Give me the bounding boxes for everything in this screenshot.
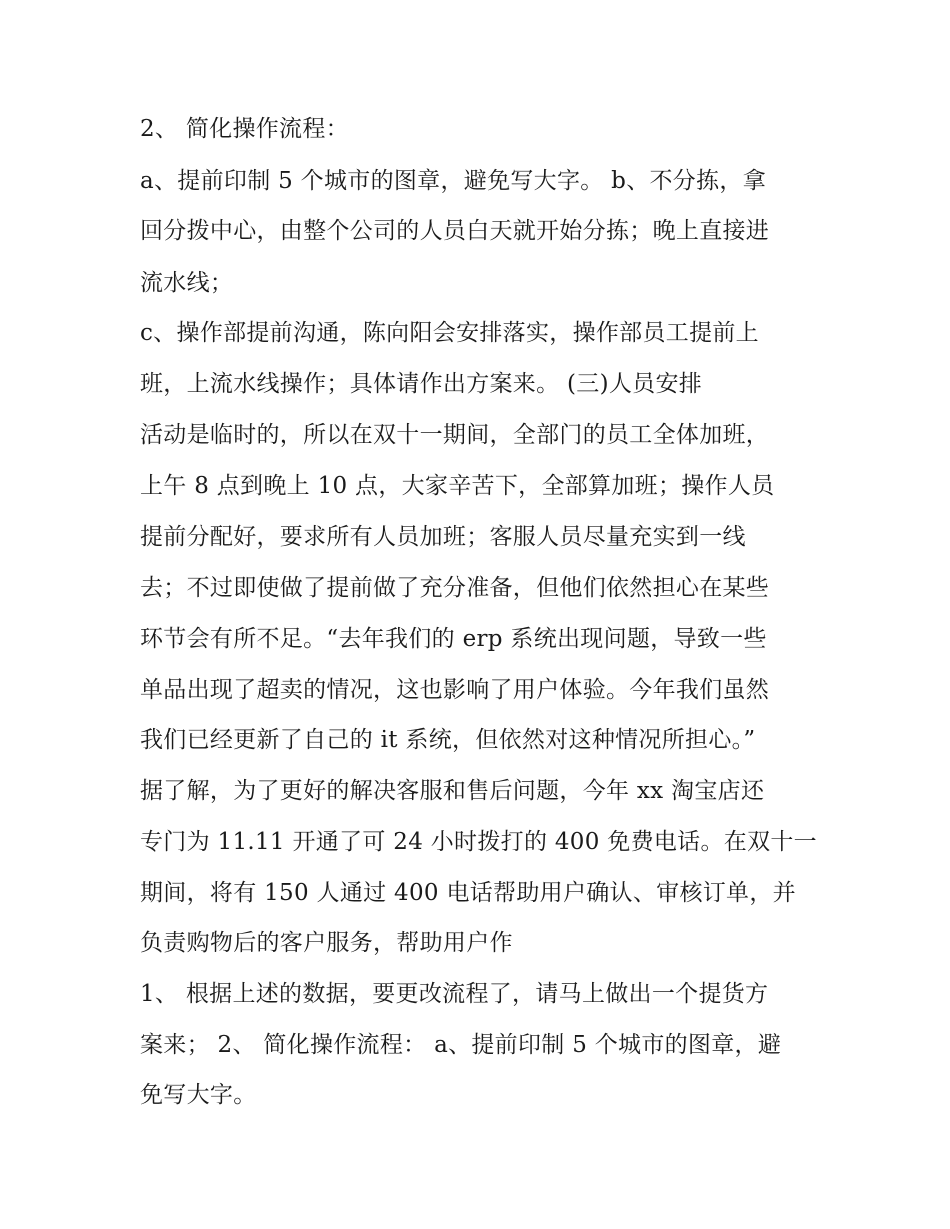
text-line: 活动是临时的，所以在双十一期间，全部门的员工全体加班， [140, 422, 770, 448]
text-line: 期间，将有 150 人通过 400 电话帮助用户确认、审核订单，并 [140, 880, 796, 906]
text-line: 环节会有所不足。“去年我们的 erp 系统出现问题，导致一些 [140, 626, 767, 652]
text-line: 单品出现了超卖的情况，这也影响了用户体验。今年我们虽然 [140, 677, 770, 703]
text-line: 我们已经更新了自己的 it 系统，但依然对这种情况所担心。” [140, 727, 756, 753]
text-line: 提前分配好，要求所有人员加班；客服人员尽量充实到一线 [140, 524, 746, 550]
text-line: c、操作部提前沟通，陈向阳会安排落实，操作部员工提前上 [140, 320, 759, 346]
text-line: 上午 8 点到晚上 10 点，大家辛苦下，全部算加班；操作人员 [140, 473, 775, 499]
text-line: 案来； 2、 简化操作流程： a、提前印制 5 个城市的图章，避 [140, 1032, 782, 1058]
text-line: 2、 简化操作流程： [140, 116, 349, 142]
text-line: 流水线； [140, 270, 234, 296]
text-line: 据了解，为了更好的解决客服和售后问题，今年 xx 淘宝店还 [140, 778, 765, 804]
text-line: 1、 根据上述的数据，要更改流程了，请马上做出一个提货方 [140, 981, 769, 1007]
text-line: 回分拨中心，由整个公司的人员白天就开始分拣；晚上直接进 [140, 218, 770, 244]
text-line: a、提前印制 5 个城市的图章，避免写大字。 b、不分拣，拿 [140, 168, 767, 194]
text-line: 负责购物后的客户服务，帮助用户作 [140, 930, 513, 956]
text-line: 班，上流水线操作；具体请作出方案来。 (三)人员安排 [140, 371, 703, 397]
text-line: 专门为 11.11 开通了可 24 小时拨打的 400 免费电话。在双十一 [140, 829, 817, 855]
text-line: 免写大字。 [140, 1082, 257, 1108]
text-line: 去；不过即使做了提前做了充分准备，但他们依然担心在某些 [140, 575, 770, 601]
